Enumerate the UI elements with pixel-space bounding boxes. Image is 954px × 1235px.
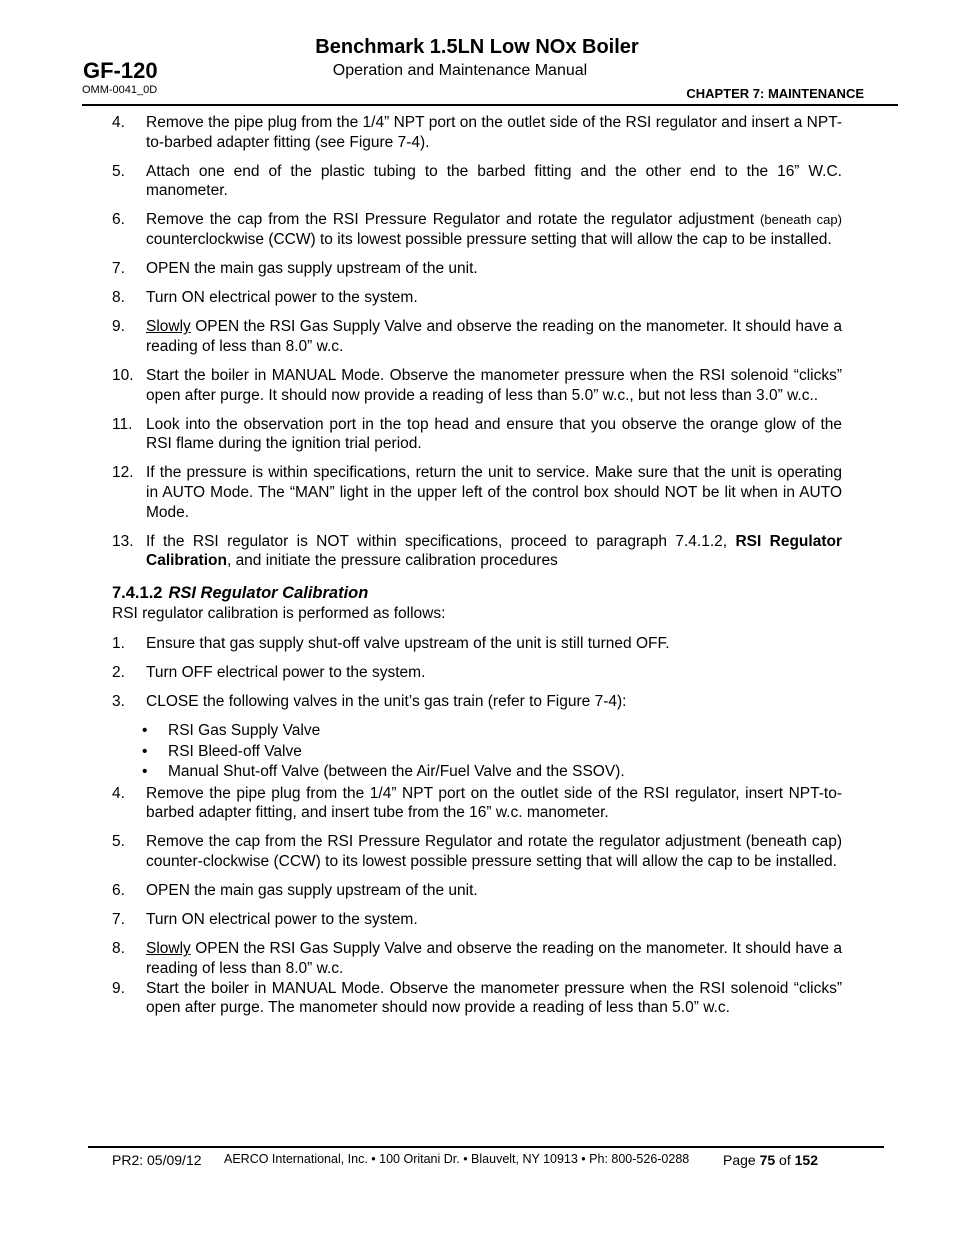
- bullet-item: [112, 721, 842, 742]
- page-of: of: [775, 1152, 795, 1168]
- step-number: 6.: [112, 882, 125, 900]
- list-item: [112, 317, 842, 356]
- step-number: 6.: [112, 211, 125, 229]
- list-item: [112, 692, 842, 712]
- step-text: Remove the pipe plug from the 1/4” NPT port on the outlet side of the RSI regulator and insert a NPT-to-barbed adapter fitting (see Figure 7-4).: [146, 114, 842, 151]
- step-text-small: (beneath cap): [760, 212, 842, 228]
- step-text: CLOSE the following valves in the unit’s gas train (refer to Figure 7-4):: [146, 693, 627, 711]
- step-number: 10.: [112, 366, 134, 384]
- step-text: Remove the pipe plug from the 1/4” NPT port on the outlet side of the RSI regulator, insert NPT-to-barbed adapter fitting, and insert tube from the 16” w.c. manometer.: [146, 784, 842, 822]
- document-number: OMM-0041_0D: [82, 84, 158, 96]
- list-item: [112, 463, 842, 522]
- step-text: Start the boiler in MANUAL Mode. Observe the manometer pressure when the RSI solenoid “clicks” open after purge. It should now provide a reading of less than 5.0” w.c., but not less than 3.0” w.c..: [146, 366, 842, 404]
- step-number: 4.: [112, 114, 125, 131]
- step-number: 12.: [112, 464, 134, 482]
- step-number: 9.: [112, 318, 125, 336]
- step-text: Look into the observation port in the top head and ensure that you observe the orange glow of the RSI flame during the ignition trial period.: [146, 415, 842, 453]
- step-text: Turn ON electrical power to the system.: [146, 911, 418, 929]
- bullet-item: [112, 742, 842, 763]
- manual-subtitle: Operation and Maintenance Manual: [332, 62, 588, 79]
- cross-reference: RSI Regulator Calibration: [146, 532, 842, 570]
- step-text: Remove the cap from the RSI Pressure Regulator and rotate the regulator adjustment (beneath cap) counter-clockwise (CCW) to its lowest possible pressure setting that will allow the cap to be installed.: [146, 833, 842, 871]
- step-number: 1.: [112, 634, 125, 652]
- list-item: [112, 288, 842, 308]
- step-number: 2.: [112, 664, 125, 682]
- list-item: [112, 162, 842, 201]
- section-title: RSI Regulator Calibration: [168, 583, 369, 602]
- page-total: 152: [794, 1152, 818, 1168]
- list-item: [112, 881, 842, 901]
- page-body: [112, 113, 842, 1027]
- list-item: [112, 784, 842, 823]
- list-item: [112, 210, 842, 249]
- procedure-list-check: [112, 113, 842, 571]
- step-text: Turn OFF electrical power to the system.: [146, 664, 426, 682]
- header-divider: [82, 104, 898, 106]
- step-text: Ensure that gas supply shut-off valve upstream of the unit is still turned OFF.: [146, 634, 670, 652]
- bullet-icon: •: [142, 742, 148, 760]
- page-number: [723, 1152, 818, 1168]
- section-intro: RSI regulator calibration is performed as follows:: [112, 605, 446, 623]
- page-current: 75: [759, 1152, 776, 1168]
- bullet-icon: •: [142, 722, 148, 740]
- bullet-text: RSI Bleed-off Valve: [168, 742, 302, 760]
- list-item: [112, 366, 842, 405]
- step-text: Start the boiler in MANUAL Mode. Observe the manometer pressure when the RSI solenoid “clicks” open after purge. The manometer should now provide a reading of less than 5.0” w.c.: [146, 979, 842, 1017]
- step-number: 13.: [112, 532, 134, 550]
- step-text: OPEN the main gas supply upstream of the unit.: [146, 882, 478, 900]
- procedure-list-calibration: [112, 634, 842, 712]
- step-text: OPEN the RSI Gas Supply Valve and observe the reading on the manometer. It should have a reading of less than 8.0” w.c.: [146, 940, 842, 977]
- list-item: [112, 259, 842, 279]
- bullet-text: Manual Shut-off Valve (between the Air/Fuel Valve and the SSOV).: [168, 763, 625, 781]
- document-id: GF-120: [83, 58, 158, 83]
- list-item: [112, 415, 842, 454]
- page-label: Page: [723, 1152, 760, 1168]
- section-number: 7.4.1.2: [112, 583, 163, 602]
- revision-date: PR2: 05/09/12: [112, 1152, 202, 1168]
- step-number: 3.: [112, 693, 125, 711]
- step-text: counterclockwise (CCW) to its lowest possible pressure setting that will allow the cap to be installed.: [146, 230, 832, 248]
- step-number: 8.: [112, 289, 125, 307]
- list-item: [112, 979, 842, 1018]
- list-item: [112, 634, 842, 654]
- section-heading: [112, 584, 842, 604]
- step-text: Remove the cap from the RSI Pressure Regulator and rotate the regulator adjustment: [146, 211, 761, 229]
- manual-title: Benchmark 1.5LN Low NOx Boiler: [315, 36, 639, 58]
- step-text: If the pressure is within specifications, return the unit to service. Make sure that the unit is operating in AUTO Mode. The “MAN” light in the upper left of the control box should NOT be lit when in AUTO Mode.: [146, 464, 842, 521]
- step-text: OPEN the RSI Gas Supply Valve and observe the reading on the manometer. It should have a reading of less than 8.0” w.c.: [146, 318, 842, 355]
- list-item: [112, 939, 842, 978]
- step-text: Turn ON electrical power to the system.: [146, 289, 418, 307]
- step-number: 4.: [112, 784, 125, 802]
- list-item: [112, 113, 842, 152]
- bullet-item: [112, 762, 842, 783]
- list-item: [112, 910, 842, 930]
- step-number: 7.: [112, 911, 125, 929]
- step-emphasis: Slowly: [146, 318, 191, 336]
- chapter-heading: CHAPTER 7: MAINTENANCE: [686, 86, 864, 101]
- list-item: [112, 532, 842, 571]
- step-text: Attach one end of the plastic tubing to the barbed fitting and the other end to the 16” W.C. manometer.: [146, 162, 842, 200]
- valve-list: [112, 721, 842, 783]
- bullet-icon: •: [142, 763, 148, 781]
- footer-divider: [88, 1146, 884, 1148]
- step-number: 8.: [112, 940, 125, 958]
- step-number: 5.: [112, 162, 125, 180]
- step-number: 11.: [112, 415, 133, 433]
- step-emphasis: Slowly: [146, 940, 191, 958]
- procedure-list-calibration-cont: [112, 784, 842, 1018]
- step-number: 9.: [112, 979, 125, 997]
- step-text: OPEN the main gas supply upstream of the unit.: [146, 260, 478, 278]
- bullet-text: RSI Gas Supply Valve: [168, 722, 321, 740]
- step-number: 5.: [112, 833, 125, 851]
- list-item: [112, 832, 842, 871]
- step-text: If the RSI regulator is NOT within specifications, proceed to paragraph 7.4.1.2,: [146, 532, 736, 550]
- company-info: AERCO International, Inc. • 100 Oritani Dr. • Blauvelt, NY 10913 • Ph: 800-526-0288: [224, 1152, 690, 1166]
- step-text: , and initiate the pressure calibration procedures: [226, 552, 558, 570]
- step-number: 7.: [112, 260, 125, 278]
- list-item: [112, 663, 842, 683]
